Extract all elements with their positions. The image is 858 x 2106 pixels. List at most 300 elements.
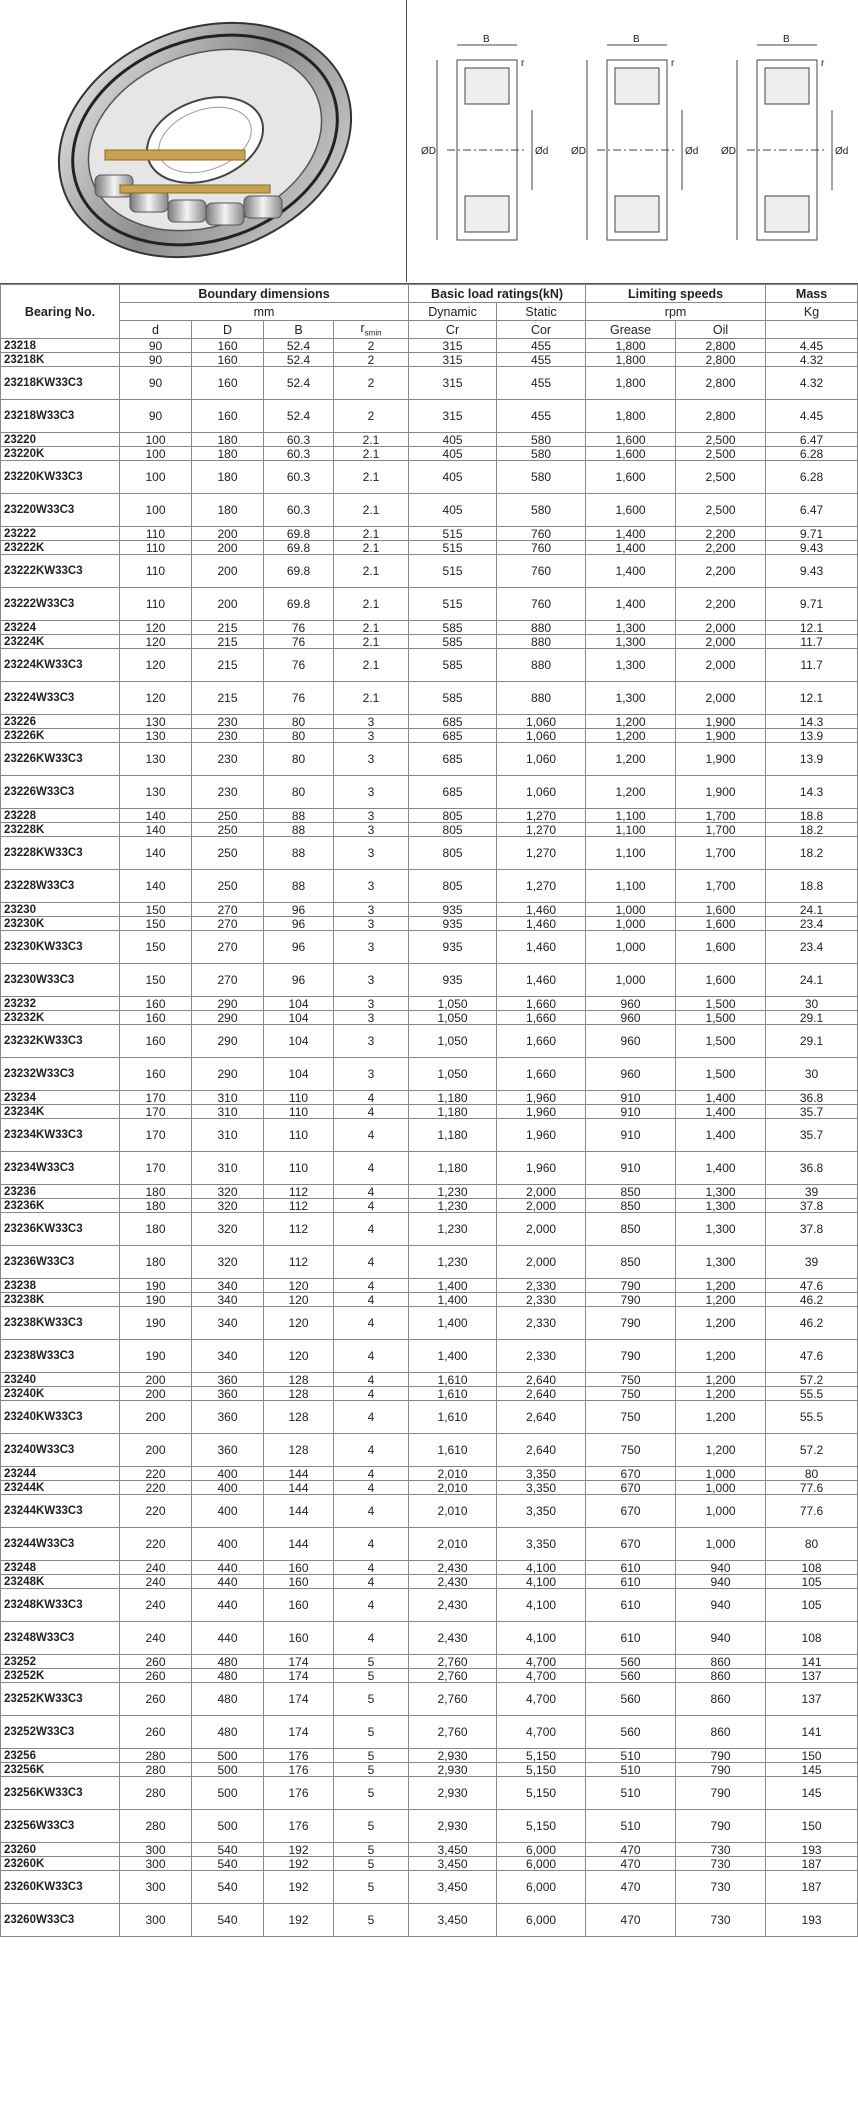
table-body [1, 339, 858, 1937]
cell-d: 90 [120, 339, 192, 353]
cell-grease: 910 [586, 1091, 676, 1105]
cell-B: 60.3 [264, 461, 334, 494]
cell-d: 240 [120, 1622, 192, 1655]
cell-bearing-no: 23248K [1, 1575, 120, 1589]
cell-cr: 3,450 [409, 1857, 497, 1871]
cell-bearing-no: 23232 [1, 997, 120, 1011]
cell-rsmin: 2.1 [334, 527, 409, 541]
cell-bearing-no: 23220 [1, 433, 120, 447]
table-row [1, 823, 858, 837]
cell-rsmin: 4 [334, 1119, 409, 1152]
cell-oil: 1,000 [676, 1528, 766, 1561]
cell-mass: 9.43 [766, 555, 858, 588]
table-row [1, 1810, 858, 1843]
table-row [1, 837, 858, 870]
cell-rsmin: 4 [334, 1481, 409, 1495]
cell-B: 69.8 [264, 555, 334, 588]
cell-mass: 36.8 [766, 1091, 858, 1105]
cell-mass: 145 [766, 1763, 858, 1777]
cell-rsmin: 5 [334, 1777, 409, 1810]
cell-B: 69.8 [264, 541, 334, 555]
cell-cr: 1,050 [409, 1011, 497, 1025]
cell-cor: 760 [497, 588, 586, 621]
cell-D: 290 [192, 1011, 264, 1025]
cell-B: 176 [264, 1749, 334, 1763]
cell-D: 480 [192, 1683, 264, 1716]
drawing-label-id: Ød [685, 146, 699, 157]
cell-rsmin: 5 [334, 1669, 409, 1683]
table-row [1, 1763, 858, 1777]
cell-rsmin: 5 [334, 1843, 409, 1857]
cell-grease: 1,000 [586, 964, 676, 997]
cell-mass: 150 [766, 1749, 858, 1763]
cell-B: 60.3 [264, 447, 334, 461]
cell-oil: 1,900 [676, 743, 766, 776]
cell-rsmin: 3 [334, 1058, 409, 1091]
table-row [1, 1575, 858, 1589]
cell-mass: 35.7 [766, 1105, 858, 1119]
cell-bearing-no: 23220W33C3 [1, 494, 120, 527]
cell-grease: 960 [586, 997, 676, 1011]
table-row [1, 494, 858, 527]
cell-rsmin: 2 [334, 339, 409, 353]
cell-grease: 510 [586, 1810, 676, 1843]
cell-B: 192 [264, 1843, 334, 1857]
cell-grease: 960 [586, 1011, 676, 1025]
cell-rsmin: 5 [334, 1749, 409, 1763]
cell-oil: 2,500 [676, 494, 766, 527]
cell-grease: 670 [586, 1481, 676, 1495]
cell-cr: 1,400 [409, 1340, 497, 1373]
cell-mass: 57.2 [766, 1373, 858, 1387]
drawing-label-b: B [783, 34, 790, 45]
cell-D: 250 [192, 809, 264, 823]
cell-oil: 2,800 [676, 400, 766, 433]
header-dynamic: Dynamic [409, 303, 497, 321]
cell-mass: 77.6 [766, 1495, 858, 1528]
cell-rsmin: 5 [334, 1810, 409, 1843]
cell-cor: 1,660 [497, 1025, 586, 1058]
table-row [1, 743, 858, 776]
cell-mass: 4.32 [766, 367, 858, 400]
cell-d: 100 [120, 433, 192, 447]
cell-rsmin: 5 [334, 1655, 409, 1669]
cell-rsmin: 3 [334, 964, 409, 997]
cell-cor: 4,100 [497, 1622, 586, 1655]
cell-cor: 2,330 [497, 1293, 586, 1307]
cell-B: 112 [264, 1199, 334, 1213]
cell-d: 300 [120, 1904, 192, 1937]
cell-cor: 5,150 [497, 1749, 586, 1763]
cell-rsmin: 3 [334, 776, 409, 809]
cell-bearing-no: 23252K [1, 1669, 120, 1683]
cell-grease: 1,300 [586, 635, 676, 649]
cell-oil: 940 [676, 1622, 766, 1655]
cell-B: 192 [264, 1857, 334, 1871]
cell-grease: 1,600 [586, 447, 676, 461]
header-basic-load: Basic load ratings(kN) [409, 285, 586, 303]
cell-d: 180 [120, 1185, 192, 1199]
cell-grease: 610 [586, 1622, 676, 1655]
drawing-label-od: ØD [421, 146, 436, 157]
cell-D: 320 [192, 1213, 264, 1246]
header-d: d [120, 321, 192, 339]
cell-cr: 935 [409, 931, 497, 964]
cell-grease: 850 [586, 1213, 676, 1246]
cell-cr: 2,010 [409, 1528, 497, 1561]
cell-d: 130 [120, 715, 192, 729]
cell-rsmin: 3 [334, 1025, 409, 1058]
cell-d: 280 [120, 1763, 192, 1777]
cell-B: 192 [264, 1871, 334, 1904]
table-row [1, 1152, 858, 1185]
cell-mass: 12.1 [766, 682, 858, 715]
table-row [1, 964, 858, 997]
cell-cor: 3,350 [497, 1528, 586, 1561]
table-row [1, 729, 858, 743]
cell-D: 360 [192, 1373, 264, 1387]
cell-oil: 1,600 [676, 931, 766, 964]
cell-d: 110 [120, 527, 192, 541]
cell-d: 260 [120, 1655, 192, 1669]
cell-B: 144 [264, 1467, 334, 1481]
cell-rsmin: 2.1 [334, 682, 409, 715]
header-D: D [192, 321, 264, 339]
cell-rsmin: 4 [334, 1622, 409, 1655]
cell-cr: 2,430 [409, 1589, 497, 1622]
cell-oil: 1,200 [676, 1387, 766, 1401]
cell-cor: 4,100 [497, 1561, 586, 1575]
cell-D: 270 [192, 964, 264, 997]
cell-cor: 2,000 [497, 1213, 586, 1246]
table-row [1, 1655, 858, 1669]
cell-D: 340 [192, 1307, 264, 1340]
cell-oil: 1,700 [676, 823, 766, 837]
cell-grease: 1,800 [586, 339, 676, 353]
cell-bearing-no: 23236W33C3 [1, 1246, 120, 1279]
cell-bearing-no: 23230 [1, 903, 120, 917]
cell-bearing-no: 23218KW33C3 [1, 367, 120, 400]
cell-cor: 880 [497, 682, 586, 715]
cell-mass: 35.7 [766, 1119, 858, 1152]
cell-cr: 1,400 [409, 1279, 497, 1293]
cell-B: 128 [264, 1373, 334, 1387]
cell-oil: 1,400 [676, 1119, 766, 1152]
table-row [1, 1058, 858, 1091]
table-row [1, 870, 858, 903]
cell-oil: 790 [676, 1810, 766, 1843]
cell-grease: 1,100 [586, 837, 676, 870]
cell-d: 170 [120, 1091, 192, 1105]
cell-grease: 1,000 [586, 903, 676, 917]
cell-d: 280 [120, 1810, 192, 1843]
cell-grease: 750 [586, 1387, 676, 1401]
cell-B: 76 [264, 682, 334, 715]
cell-D: 500 [192, 1810, 264, 1843]
cell-rsmin: 3 [334, 931, 409, 964]
cell-d: 170 [120, 1152, 192, 1185]
cell-grease: 1,200 [586, 776, 676, 809]
cell-cor: 2,640 [497, 1434, 586, 1467]
cell-D: 215 [192, 682, 264, 715]
cell-grease: 670 [586, 1495, 676, 1528]
cell-rsmin: 4 [334, 1340, 409, 1373]
cell-bearing-no: 23244 [1, 1467, 120, 1481]
cell-B: 112 [264, 1213, 334, 1246]
cell-d: 180 [120, 1213, 192, 1246]
table-row [1, 339, 858, 353]
table-row [1, 1716, 858, 1749]
cell-cr: 2,010 [409, 1495, 497, 1528]
bearing-photo [0, 0, 407, 282]
cell-rsmin: 3 [334, 729, 409, 743]
cell-oil: 2,500 [676, 447, 766, 461]
cell-cr: 805 [409, 837, 497, 870]
cell-B: 80 [264, 743, 334, 776]
cell-D: 230 [192, 715, 264, 729]
cell-D: 440 [192, 1561, 264, 1575]
table-row [1, 588, 858, 621]
cell-cr: 2,930 [409, 1777, 497, 1810]
cell-B: 120 [264, 1307, 334, 1340]
cell-B: 144 [264, 1495, 334, 1528]
cell-grease: 560 [586, 1655, 676, 1669]
cell-B: 110 [264, 1091, 334, 1105]
cell-oil: 2,500 [676, 461, 766, 494]
cell-d: 100 [120, 494, 192, 527]
cell-mass: 39 [766, 1246, 858, 1279]
cell-d: 200 [120, 1387, 192, 1401]
cell-mass: 80 [766, 1467, 858, 1481]
cell-bearing-no: 23234W33C3 [1, 1152, 120, 1185]
cell-bearing-no: 23236 [1, 1185, 120, 1199]
cell-mass: 13.9 [766, 743, 858, 776]
cell-rsmin: 4 [334, 1246, 409, 1279]
cell-bearing-no: 23260 [1, 1843, 120, 1857]
cell-cr: 315 [409, 353, 497, 367]
cell-mass: 4.45 [766, 400, 858, 433]
cell-rsmin: 2.1 [334, 555, 409, 588]
cell-d: 170 [120, 1119, 192, 1152]
cell-oil: 1,500 [676, 1058, 766, 1091]
cell-bearing-no: 23222 [1, 527, 120, 541]
cell-oil: 1,400 [676, 1105, 766, 1119]
table-row [1, 1401, 858, 1434]
cell-grease: 1,400 [586, 588, 676, 621]
cell-mass: 9.71 [766, 588, 858, 621]
cell-cor: 2,000 [497, 1185, 586, 1199]
cell-B: 192 [264, 1904, 334, 1937]
cell-oil: 1,900 [676, 715, 766, 729]
cell-d: 140 [120, 837, 192, 870]
cell-cr: 1,180 [409, 1105, 497, 1119]
cell-rsmin: 2.1 [334, 621, 409, 635]
cell-d: 200 [120, 1434, 192, 1467]
cell-oil: 2,000 [676, 635, 766, 649]
cell-oil: 2,200 [676, 527, 766, 541]
cell-oil: 2,000 [676, 682, 766, 715]
table-row [1, 367, 858, 400]
cell-grease: 1,600 [586, 461, 676, 494]
table-row [1, 1387, 858, 1401]
cell-B: 69.8 [264, 527, 334, 541]
header-cor: Cor [497, 321, 586, 339]
cell-grease: 1,800 [586, 367, 676, 400]
cell-B: 96 [264, 903, 334, 917]
cell-grease: 910 [586, 1152, 676, 1185]
cell-bearing-no: 23256W33C3 [1, 1810, 120, 1843]
cell-grease: 470 [586, 1904, 676, 1937]
cell-oil: 730 [676, 1904, 766, 1937]
cell-oil: 1,900 [676, 729, 766, 743]
cell-mass: 36.8 [766, 1152, 858, 1185]
table-row [1, 1185, 858, 1199]
cell-bearing-no: 23224K [1, 635, 120, 649]
cell-mass: 108 [766, 1622, 858, 1655]
cell-oil: 860 [676, 1655, 766, 1669]
cell-cor: 580 [497, 447, 586, 461]
cell-B: 80 [264, 776, 334, 809]
cell-bearing-no: 23260K [1, 1857, 120, 1871]
cell-oil: 1,300 [676, 1199, 766, 1213]
cell-cor: 2,640 [497, 1387, 586, 1401]
table-row [1, 1199, 858, 1213]
cell-cor: 2,330 [497, 1279, 586, 1293]
cell-cor: 455 [497, 353, 586, 367]
cell-bearing-no: 23228KW33C3 [1, 837, 120, 870]
drawing-label-od: ØD [721, 146, 736, 157]
cell-cr: 1,400 [409, 1293, 497, 1307]
cell-rsmin: 3 [334, 837, 409, 870]
cell-d: 190 [120, 1293, 192, 1307]
cell-grease: 560 [586, 1716, 676, 1749]
cell-mass: 6.28 [766, 461, 858, 494]
table-row [1, 1091, 858, 1105]
cell-grease: 1,400 [586, 555, 676, 588]
cell-d: 90 [120, 400, 192, 433]
cell-cr: 2,430 [409, 1622, 497, 1655]
cell-grease: 790 [586, 1293, 676, 1307]
cell-bearing-no: 23240KW33C3 [1, 1401, 120, 1434]
table-row [1, 1373, 858, 1387]
top-banner [0, 0, 858, 284]
cell-cr: 1,180 [409, 1091, 497, 1105]
cell-rsmin: 4 [334, 1152, 409, 1185]
cell-D: 290 [192, 997, 264, 1011]
cell-d: 140 [120, 823, 192, 837]
table-row [1, 353, 858, 367]
cell-cr: 2,010 [409, 1467, 497, 1481]
cell-cor: 4,700 [497, 1683, 586, 1716]
cell-grease: 610 [586, 1561, 676, 1575]
cell-cor: 2,000 [497, 1246, 586, 1279]
cell-mass: 137 [766, 1683, 858, 1716]
cell-bearing-no: 23224W33C3 [1, 682, 120, 715]
cell-rsmin: 3 [334, 715, 409, 729]
cell-grease: 560 [586, 1669, 676, 1683]
cell-D: 200 [192, 555, 264, 588]
cell-oil: 940 [676, 1589, 766, 1622]
cell-cr: 935 [409, 903, 497, 917]
cell-B: 144 [264, 1481, 334, 1495]
cell-mass: 80 [766, 1528, 858, 1561]
table-row [1, 1749, 858, 1763]
cell-cor: 1,270 [497, 809, 586, 823]
cell-mass: 6.47 [766, 433, 858, 447]
cell-B: 80 [264, 715, 334, 729]
cell-grease: 1,200 [586, 729, 676, 743]
cell-mass: 187 [766, 1871, 858, 1904]
table-row [1, 809, 858, 823]
cell-B: 110 [264, 1105, 334, 1119]
cell-oil: 1,600 [676, 917, 766, 931]
cell-D: 400 [192, 1528, 264, 1561]
cell-oil: 2,200 [676, 541, 766, 555]
cell-B: 174 [264, 1716, 334, 1749]
cell-bearing-no: 23222K [1, 541, 120, 555]
cell-cr: 1,610 [409, 1387, 497, 1401]
cell-d: 220 [120, 1528, 192, 1561]
cell-rsmin: 4 [334, 1293, 409, 1307]
cell-cor: 1,960 [497, 1152, 586, 1185]
cell-B: 96 [264, 931, 334, 964]
cell-B: 110 [264, 1152, 334, 1185]
table-row [1, 433, 858, 447]
cell-cr: 2,760 [409, 1655, 497, 1669]
cell-B: 110 [264, 1119, 334, 1152]
cell-B: 120 [264, 1340, 334, 1373]
cell-D: 400 [192, 1495, 264, 1528]
cell-D: 270 [192, 931, 264, 964]
cell-mass: 141 [766, 1716, 858, 1749]
cell-d: 240 [120, 1589, 192, 1622]
cell-bearing-no: 23220K [1, 447, 120, 461]
cell-bearing-no: 23248W33C3 [1, 1622, 120, 1655]
cell-rsmin: 2.1 [334, 649, 409, 682]
cell-grease: 790 [586, 1307, 676, 1340]
cell-D: 540 [192, 1843, 264, 1857]
cell-B: 88 [264, 823, 334, 837]
cell-grease: 750 [586, 1401, 676, 1434]
cell-cor: 1,060 [497, 743, 586, 776]
header-mass-blank [766, 321, 858, 339]
cell-grease: 560 [586, 1683, 676, 1716]
cell-D: 270 [192, 903, 264, 917]
cell-oil: 1,400 [676, 1152, 766, 1185]
cell-oil: 1,300 [676, 1246, 766, 1279]
header-mass: Mass [766, 285, 858, 303]
table-row [1, 1495, 858, 1528]
cell-D: 340 [192, 1279, 264, 1293]
cell-d: 180 [120, 1246, 192, 1279]
cell-D: 500 [192, 1749, 264, 1763]
cell-oil: 1,200 [676, 1434, 766, 1467]
cell-cor: 1,960 [497, 1119, 586, 1152]
table-row [1, 1279, 858, 1293]
cell-cr: 585 [409, 635, 497, 649]
cell-mass: 18.8 [766, 870, 858, 903]
cell-mass: 193 [766, 1843, 858, 1857]
cell-rsmin: 2.1 [334, 635, 409, 649]
cell-oil: 1,000 [676, 1495, 766, 1528]
bearing-spec-table [0, 284, 858, 1937]
cell-cr: 935 [409, 964, 497, 997]
cell-d: 180 [120, 1199, 192, 1213]
cell-D: 180 [192, 433, 264, 447]
cell-mass: 11.7 [766, 649, 858, 682]
cell-cor: 455 [497, 339, 586, 353]
cell-d: 160 [120, 1058, 192, 1091]
